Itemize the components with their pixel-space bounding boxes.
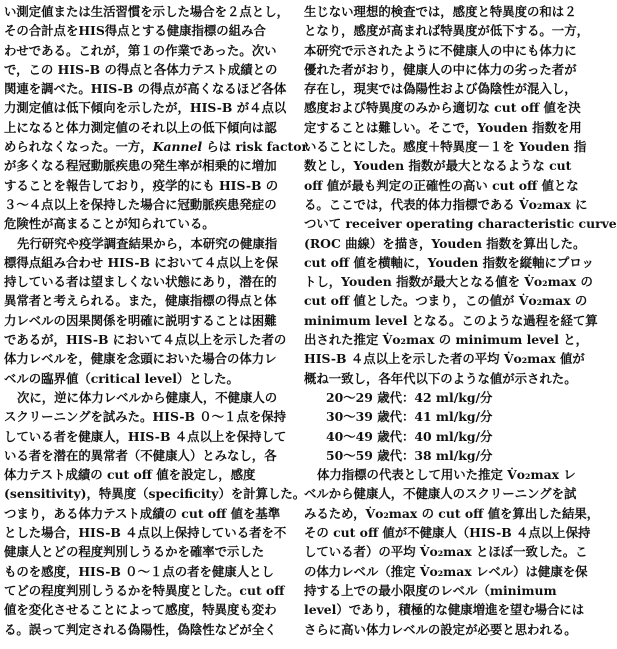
text-line: められなくなった。一方，Kannel らは risk factor — [4, 139, 309, 155]
text-line: 値を変化させることによって感度，特異度も変わ — [4, 602, 277, 618]
right-column — [304, 2, 617, 639]
text-line: 体力テスト成績の cut off 値を設定し，感度 — [4, 467, 256, 483]
text-line: ベルの臨界値（critical level）とした。 — [4, 370, 239, 386]
author-name: Kannel — [152, 139, 203, 155]
text-line: 上になると体力測定値のそれ以上の低下傾向は認 — [4, 119, 277, 135]
text-line: その cut off 値が不健康人（HIS-B ４点以上保持 — [304, 525, 591, 541]
text-line: い測定値または生活習慣を示した場合を２点とし， — [4, 4, 289, 19]
text-line: (sensitivity)，特異度（specificity）を計算した。 — [4, 486, 306, 502]
text-line: とした場合，HIS-B ４点以上保持している者を不 — [4, 525, 287, 541]
text-line: その合計点をHIS得点とする健康指標の組み合 — [4, 23, 266, 39]
text-line: 本研究で示されたように不健康人の中にも体力に — [304, 42, 577, 58]
text-line: さらに高い体力レベルの設定が必要と思われる。 — [304, 621, 577, 637]
text-line: わせである。これが，第１の作業であった。次い — [4, 42, 277, 58]
text-line: ついて receiver operating characteristic curve — [304, 216, 617, 232]
text-line: となり，感度が高まれば特異度が低下する。一方， — [304, 23, 589, 39]
text-line: 感度および特異度のみから適切な cut off 値を決 — [304, 100, 581, 116]
text-line: で，この HIS-B の得点と各体力テスト成績との — [4, 61, 278, 77]
list-item: 40～49 歳代：40 ml/kg/分 — [326, 428, 493, 444]
text-line: みるため，V̇o₂max の cut off 値を算出した結果， — [304, 505, 600, 521]
text-line: 次に，逆に体力レベルから健康人，不健康人の — [17, 389, 278, 405]
text-line: cut off 値を横軸に，Youden 指数を縦軸にプロッ — [304, 254, 594, 270]
text-line: minimum level となる。このような過程を経て算 — [304, 312, 598, 328]
text-line: る。誤って判定される偽陽性，偽陰性などが全く — [4, 621, 277, 637]
text-line: スクリーニングを試みた。HIS-B ０～１点を保持 — [4, 409, 287, 425]
text-line: (ROC 曲線）を描き，Youden 指数を算出した。 — [304, 235, 586, 251]
left-column — [4, 2, 309, 639]
text-line: 先行研究や疫学調査結果から，本研究の健康指 — [17, 235, 278, 251]
text-line: 生じない理想的検査では，感度と特異度の和は２ — [304, 4, 577, 19]
text-line: が多くなる程冠動脈疾患の発生率が相乗的に増加 — [4, 158, 277, 174]
text-line: いることにした。感度＋特異度－１を Youden 指 — [304, 139, 587, 155]
text-line: 定することは難しい。そこで，Youden 指数を用 — [304, 119, 582, 135]
text-line: の体力レベル（推定 V̇o₂max レベル）は健康を保 — [304, 563, 588, 579]
text-line: off 値が最も判定の正確性の高い cut off 値とな — [304, 177, 579, 193]
text-line: level）であり，積極的な健康増進を望む場合には — [304, 602, 585, 618]
text-line: ３～４点以上を保持した場合に冠動脈疾患発症の — [4, 196, 277, 212]
text-line: 異常者と考えられる。また，健康指標の得点と体 — [4, 293, 277, 309]
text-line: 力測定値は低下傾向を示したが，HIS-B が４点以 — [4, 100, 287, 116]
text-line: HIS-B ４点以上を示した者の平均 V̇o₂max 値が — [304, 351, 585, 367]
text-line: 出された推定 V̇o₂max の minimum level と， — [304, 332, 589, 348]
text-line: している者）の平均 V̇o₂max とほぼ一致した。こ — [304, 544, 588, 560]
text-line: る。ここでは，代表的体力指標である V̇o₂max に — [304, 196, 588, 212]
text-line: 持する上での最小限度のレベル（minimum — [304, 582, 557, 598]
text-line: いる者を潜在的異常者（不健康人）とみなし，各 — [4, 447, 277, 463]
text-line: 標得点組み合わせ HIS-B において４点以上を保 — [4, 254, 279, 270]
text-line: cut off 値とした。つまり，この値が V̇o₂max の — [304, 293, 588, 309]
list-item: 50～59 歳代：38 ml/kg/分 — [326, 447, 493, 463]
text-line: 健康人とどの程度判別しうるかを確率で示した — [4, 544, 265, 560]
text-line: ものを感度，HIS-B ０～１点の者を健康人とし — [4, 563, 274, 579]
text-line: 存在し，現実では偽陽性および偽陰性が混入し， — [304, 81, 577, 97]
text-line: 体力レベルを，健康を念頭においた場合の体力レ — [4, 351, 277, 367]
text-line: している者を健康人，HIS-B ４点以上を保持して — [4, 428, 287, 444]
text-line: 危険性が高まることが知られている。 — [4, 216, 215, 232]
text-line: することを報告しており，疫学的にも HIS-B の — [4, 177, 279, 193]
text-line: 体力指標の代表として用いた推定 V̇o₂max レ — [317, 467, 576, 483]
list-item: 30～39 歳代：41 ml/kg/分 — [326, 409, 493, 425]
text-line: ベルから健康人，不健康人のスクリーニングを試 — [304, 486, 577, 502]
text-line: てどの程度判別しうるかを特異度とした。cut off — [4, 582, 285, 598]
text-line: 数とし，Youden 指数が最大となるような cut — [304, 158, 572, 174]
text-line: トし，Youden 指数が最大となる値を V̇o₂max の — [304, 274, 593, 290]
text-line: 持している者は望ましくない状態にあり，潜在的 — [4, 274, 277, 290]
text-line: 力レベルの因果関係を明確に説明することは困難 — [4, 312, 277, 328]
text-line: つまり，ある体力テスト成績の cut off 値を基準 — [4, 505, 281, 521]
text-line: 関連を調べた。HIS-B の得点が高くなるほど各体 — [4, 81, 287, 97]
text-line: 概ね一致し，各年代以下のような値が示された。 — [304, 370, 577, 386]
list-item: 20～29 歳代：42 ml/kg/分 — [326, 389, 493, 405]
text-line: であるが，HIS-B において４点以上を示した者の — [4, 332, 287, 348]
text-line: 優れた者がおり，健康人の中に体力の劣った者が — [304, 61, 577, 77]
